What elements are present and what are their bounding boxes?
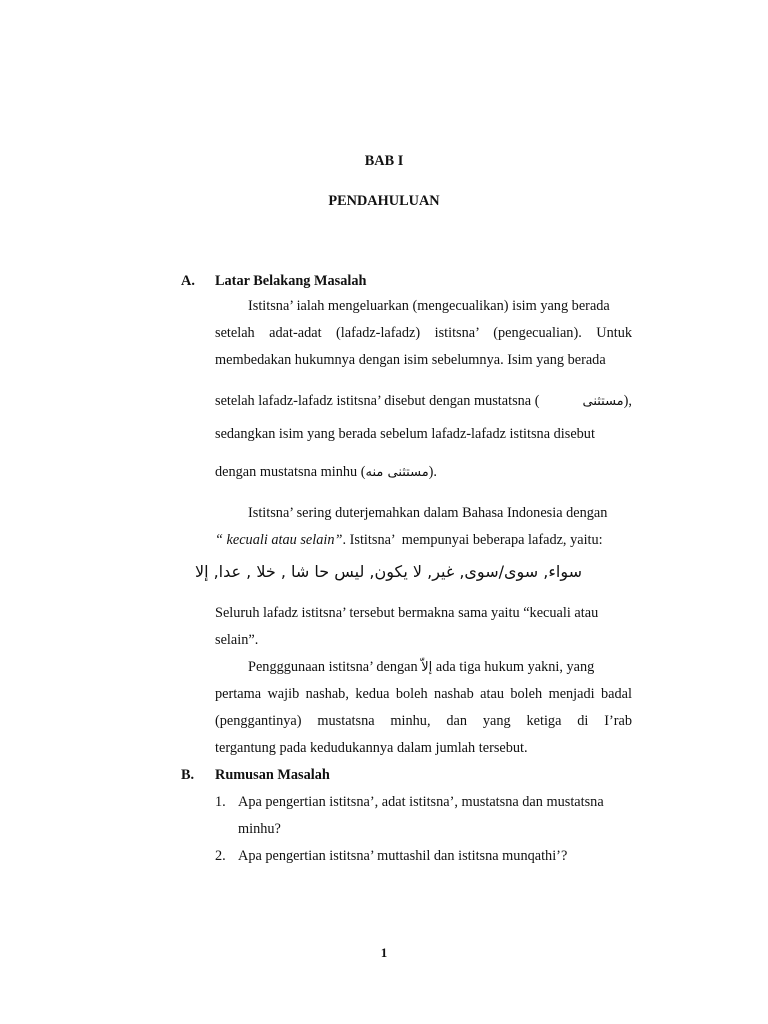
- arabic-term: مستثنى: [582, 394, 624, 409]
- section-a-letter: A.: [181, 273, 195, 289]
- paragraph-line-with-arabic: [215, 463, 437, 482]
- list-item-number: 1.: [215, 794, 226, 810]
- italic-phrase: “ kecuali atau selain”: [215, 532, 343, 548]
- chapter-title: PENDAHULUAN: [328, 193, 440, 209]
- section-a-heading: Latar Belakang Masalah: [215, 273, 367, 289]
- paragraph-line: Istitsna’ sering duterjemahkan dalam Bahasa Indonesia dengan: [248, 505, 608, 521]
- paragraph-text: ada tiga hukum yakni, yang: [432, 659, 595, 675]
- arabic-term: مستثنى منه: [365, 465, 429, 480]
- list-item: Apa pengertian istitsna’, adat istitsna’, mustatsna dan mustatsna: [238, 794, 604, 810]
- list-item-continuation: minhu?: [238, 821, 281, 837]
- paragraph-line: Seluruh lafadz istitsna’ tersebut bermakna sama yaitu “kecuali atau: [215, 605, 599, 621]
- paragraph-line: setelah adat-adat (lafadz-lafadz) istitsna’ (pengecualian). Untuk: [215, 325, 632, 341]
- paragraph-text: Pengggunaan istitsna’ dengan: [248, 659, 422, 675]
- paragraph-line-with-arabic: [215, 392, 632, 411]
- paragraph-text: setelah lafadz-lafadz istitsna’ disebut dengan mustatsna (: [215, 393, 540, 409]
- paragraph-line: pertama wajib nashab, kedua boleh nashab atau boleh menjadi badal: [215, 686, 632, 702]
- arabic-term: إلاّ: [421, 660, 433, 675]
- paragraph-line-with-arabic: [248, 658, 594, 677]
- chapter-number: BAB I: [364, 153, 404, 169]
- section-b-letter: B.: [181, 767, 195, 783]
- paragraph-text: ),: [623, 393, 632, 409]
- paragraph-line: Istitsna’ ialah mengeluarkan (mengecualikan) isim yang berada: [248, 298, 610, 314]
- page-number: 1: [380, 945, 388, 960]
- arabic-lafadz-list: سواء, سوى/سوى, غير, لا يكون, ليس حا شا , خلا , عدا, إلا: [194, 562, 582, 581]
- paragraph-line: selain”.: [215, 632, 259, 648]
- section-b-heading: Rumusan Masalah: [215, 767, 330, 783]
- paragraph-text: ).: [428, 464, 437, 480]
- paragraph-text: dengan mustatsna minhu (: [215, 464, 366, 480]
- paragraph-line: sedangkan isim yang berada sebelum lafadz-lafadz istitsna disebut: [215, 426, 595, 442]
- paragraph-line: [215, 531, 603, 549]
- paragraph-line: (penggantinya) mustatsna minhu, dan yang ketiga di I’rab: [215, 713, 632, 729]
- paragraph-text: . Istitsna’ mempunyai beberapa lafadz, yaitu:: [342, 532, 603, 548]
- list-item-number: 2.: [215, 848, 226, 864]
- list-item: Apa pengertian istitsna’ muttashil dan istitsna munqathi’?: [238, 848, 568, 864]
- paragraph-line: tergantung pada kedudukannya dalam jumlah tersebut.: [215, 740, 528, 756]
- paragraph-line: membedakan hukumnya dengan isim sebelumnya. Isim yang berada: [215, 352, 606, 368]
